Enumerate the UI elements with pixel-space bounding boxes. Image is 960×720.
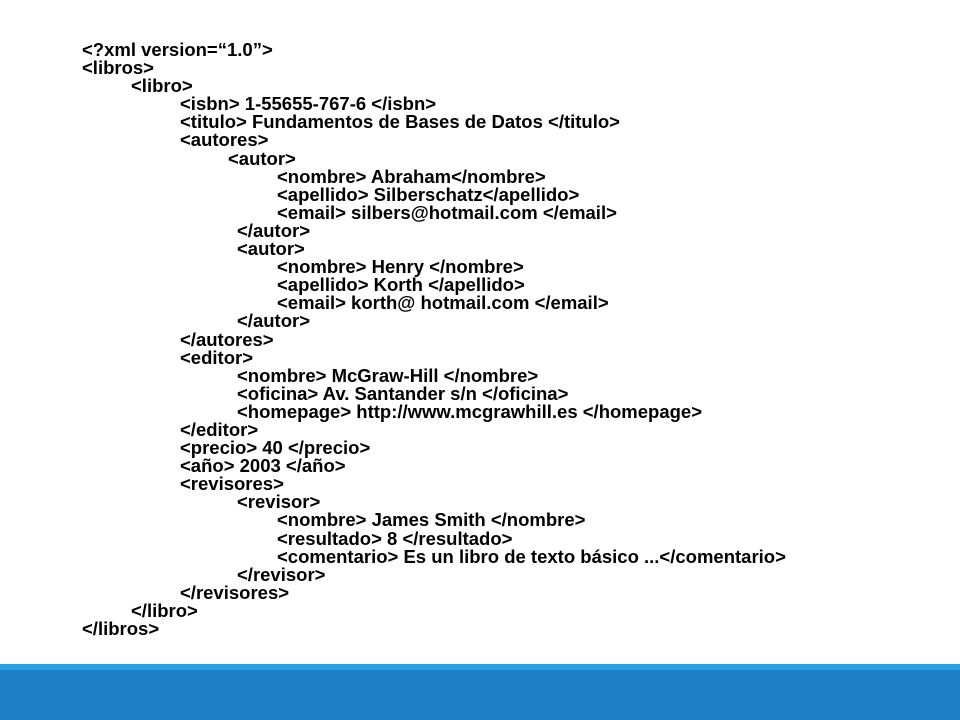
anio-line: <año> 2003 </año>: [180, 455, 346, 477]
autor-open-tag: <autor>: [228, 147, 296, 169]
autor-open-tag: <autor>: [237, 238, 305, 260]
editor-oficina-line: <oficina> Av. Santander s/n </oficina>: [237, 382, 569, 404]
editor-nombre-line: <nombre> McGraw-Hill </nombre>: [237, 364, 539, 386]
autor-apellido-line: <apellido> Silberschatz</apellido>: [277, 183, 580, 205]
autores-open-tag: <autores>: [180, 129, 269, 151]
revisores-close-tag: </revisores>: [180, 581, 290, 603]
autor-nombre-line: <nombre> Henry </nombre>: [277, 256, 524, 278]
libro-open-tag: <libro>: [131, 75, 193, 97]
precio-line: <precio> 40 </precio>: [180, 437, 371, 459]
revisor-nombre-line: <nombre> James Smith </nombre>: [277, 509, 586, 531]
xml-declaration: <?xml version=“1.0”>: [82, 39, 273, 60]
autor-email-line: <email> korth@ hotmail.com </email>: [277, 292, 609, 314]
libros-close-tag: </libros>: [82, 618, 160, 639]
editor-open-tag: <editor>: [180, 346, 253, 368]
autor-nombre-line: <nombre> Abraham</nombre>: [277, 165, 546, 187]
revisores-open-tag: <revisores>: [180, 473, 284, 495]
footer-bar: [0, 670, 960, 720]
editor-close-tag: </editor>: [180, 418, 259, 440]
titulo-line: <titulo> Fundamentos de Bases de Datos </titulo>: [180, 111, 620, 133]
libro-close-tag: </libro>: [131, 599, 198, 621]
autores-close-tag: </autores>: [180, 328, 274, 350]
autor-apellido-line: <apellido> Korth </apellido>: [277, 274, 525, 296]
xml-code-block: [0, 41, 960, 638]
autor-close-tag: </autor>: [237, 310, 310, 332]
autor-close-tag: </autor>: [237, 219, 310, 241]
editor-homepage-line: <homepage> http://www.mcgrawhill.es </homepage>: [237, 400, 703, 422]
libros-open-tag: <libros>: [82, 57, 154, 79]
revisor-open-tag: <revisor>: [237, 491, 321, 513]
autor-email-line: <email> silbers@hotmail.com </email>: [277, 201, 617, 223]
revisor-resultado-line: <resultado> 8 </resultado>: [277, 527, 513, 549]
revisor-comentario-line: <comentario> Es un libro de texto básico ...</comentario>: [277, 545, 786, 567]
isbn-line: <isbn> 1-55655-767-6 </isbn>: [180, 93, 437, 115]
revisor-close-tag: </revisor>: [237, 563, 326, 585]
